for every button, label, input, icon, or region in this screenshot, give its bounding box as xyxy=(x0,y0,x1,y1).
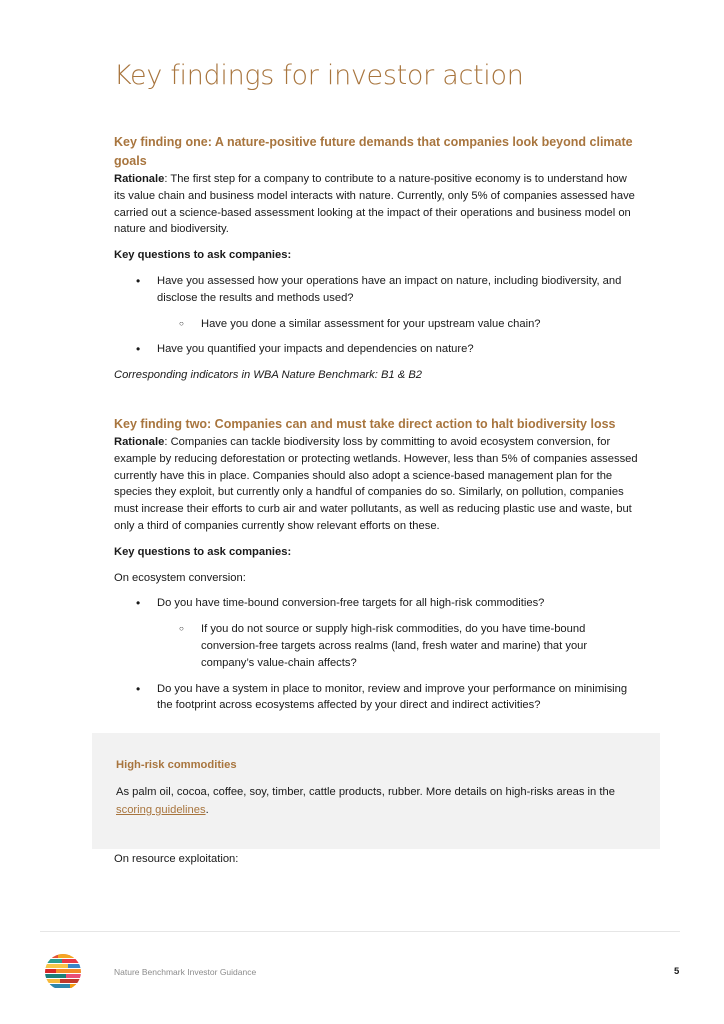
key-questions-label: Key questions to ask companies: xyxy=(114,249,292,262)
list-item: • Do you have a system in place to monitor, review and improve your performance on minimising the footprint across ecosystems affected by your direct and indirect activities? xyxy=(114,681,638,715)
sub-question-list xyxy=(157,316,638,333)
main-content xyxy=(114,133,638,723)
list-item xyxy=(114,273,638,332)
rationale-label: Rationale xyxy=(114,173,165,185)
finding-one-section xyxy=(114,133,638,384)
finding-two-section xyxy=(114,415,638,714)
wba-logo-icon xyxy=(44,953,82,996)
sub-list-item: ○ Have you done a similar assessment for your upstream value chain? xyxy=(157,316,638,333)
box-body xyxy=(116,783,636,819)
key-questions-label: Key questions to ask companies: xyxy=(114,545,292,558)
box-text: As palm oil, cocoa, coffee, soy, timber, cattle products, rubber. More details on high-risks areas in the xyxy=(116,786,615,798)
page-number: 5 xyxy=(674,966,680,977)
scoring-guidelines-link[interactable]: scoring guidelines xyxy=(116,804,206,816)
ecosystem-conversion-intro: On ecosystem conversion: xyxy=(114,571,246,584)
rationale-text: : Companies can tackle biodiversity loss by committing to avoid ecosystem conversion, for example by reducing deforestation or protecting wetlands. However, less than 5% of companies assessed currently have this in place. Companies should also adopt a science-based management plan for the species they exploit, but currently only a handful of companies do so. Similarly, on pollution, companies must increase their efforts to curb air and water pollutants, as well as reducing plastic use and waste, but only a third of companies currently show relevant efforts on these. xyxy=(114,435,638,532)
resource-exploitation-intro: On resource exploitation: xyxy=(114,853,239,865)
question-text: Have you assessed how your operations have an impact on nature, including biodiversity, and disclose the results and methods used? xyxy=(157,274,622,304)
finding-two-questions xyxy=(114,595,638,714)
list-item xyxy=(114,595,638,671)
finding-one-indicators: Corresponding indicators in WBA Nature Benchmark: B1 & B2 xyxy=(114,369,423,382)
finding-one-rationale xyxy=(114,171,638,238)
list-item: • Have you quantified your impacts and dependencies on nature? xyxy=(114,341,638,358)
finding-one-questions xyxy=(114,273,638,358)
finding-two-rationale xyxy=(114,434,638,535)
page-title: Key findings for investor action xyxy=(114,60,524,91)
rationale-text: : The first step for a company to contribute to a nature-positive economy is to understand how its value chain and business model interacts with nature. Currently, only 5% of companies assessed have carried out a science-based assessment looking at the impact of their operations and business model on nature and biodiversity. xyxy=(114,173,635,236)
footer-divider xyxy=(40,931,680,932)
sub-list-item: ○ If you do not source or supply high-risk commodities, do you have time-bound conversion-free targets across realms (land, fresh water and marine) that your company’s value-chain affects? xyxy=(157,621,638,671)
question-text: Do you have time-bound conversion-free targets for all high-risk commodities? xyxy=(157,597,545,610)
footer-title: Nature Benchmark Investor Guidance xyxy=(114,967,257,977)
rationale-label: Rationale xyxy=(114,435,165,448)
box-title: High-risk commodities xyxy=(116,759,237,771)
high-risk-commodities-box xyxy=(92,733,660,849)
finding-two-heading: Key finding two: Companies can and must take direct action to halt biodiversity loss xyxy=(114,416,616,431)
finding-one-heading: Key finding one: A nature-positive future demands that companies look beyond climate goals xyxy=(114,135,633,168)
sub-question-list xyxy=(157,621,638,671)
box-end: . xyxy=(205,804,209,816)
